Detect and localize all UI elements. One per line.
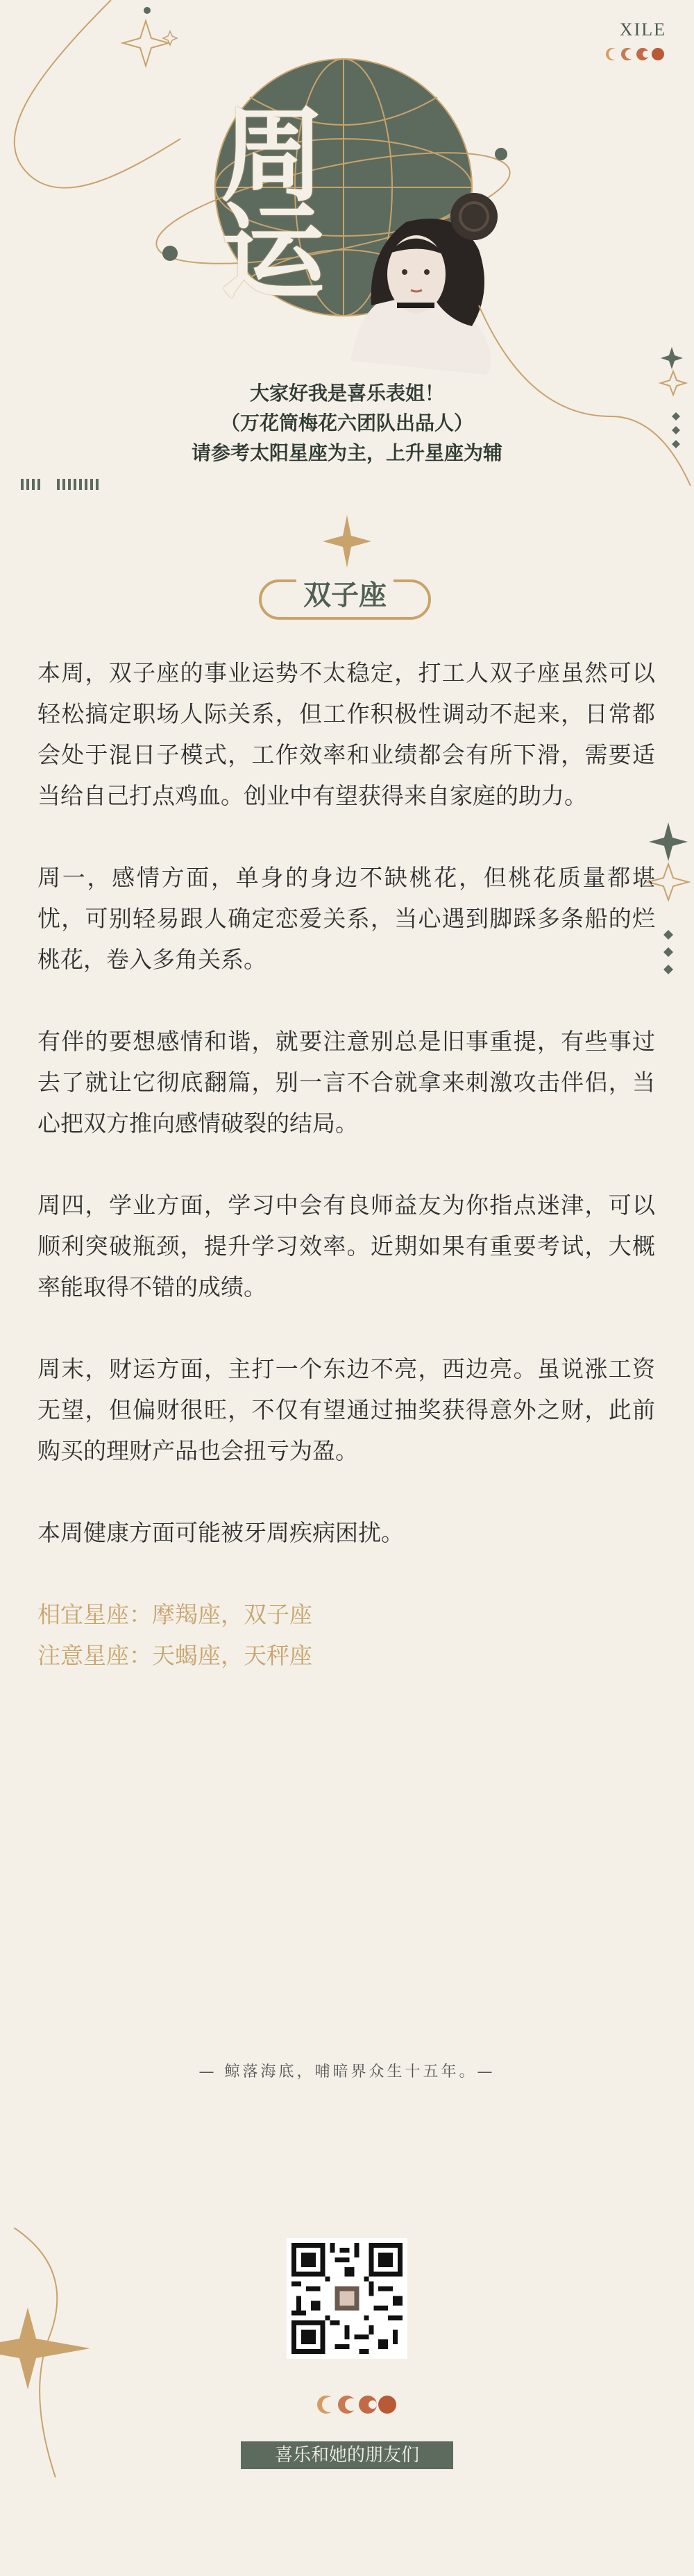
brand-name: XILE [619, 19, 666, 40]
caution-signs: 注意星座：天蝎座，天秤座 [37, 1642, 312, 1669]
intro-line: 大家好我是喜乐表姐！ [249, 382, 444, 405]
intro-line: 请参考太阳星座为主，上升星座为辅 [191, 441, 502, 464]
sign-title [259, 579, 431, 620]
sparkle-icon [0, 2228, 97, 2477]
footer-quote: — 鲸落海底，哺暗界众生十五年。— [198, 2063, 496, 2081]
qr-code[interactable] [287, 2238, 407, 2359]
paragraph: 周末，财运方面，主打一个东边不亮，西边亮。虽说涨工资无望，但偏财很旺，不仅有望通过抽奖获得意外之财，此前购买的理财产品也会扭亏为盈。 [37, 1355, 655, 1464]
paragraph: 周四，学业方面，学习中会有良师益友为你指点迷津，可以顺利突破瓶颈，提升学习效率。近期如果有重要考试，大概率能取得不错的成绩。 [37, 1192, 655, 1300]
paragraph: 本周，双子座的事业运势不太稳定，打工人双子座虽然可以轻松搞定职场人际关系，但工作积极性调动不起来，日常都会处于混日子模式，工作效率和业绩都会有所下滑，需要适当给自己打点鸡血。创业中有望获得来自家庭的助力。 [37, 659, 655, 809]
horoscope-content [37, 652, 655, 1676]
sign-name: 双子座 [296, 578, 393, 613]
compatible-signs: 相宜星座：摩羯座，双子座 [37, 1601, 312, 1628]
sparkle-icon [323, 515, 371, 568]
title-char-zhou: 周 [221, 96, 325, 217]
footer-label: 喜乐和她的朋友们 [241, 2441, 453, 2469]
decor-bars [21, 479, 104, 493]
paragraph: 有伴的要想感情和谐，就要注意别总是旧事重提，有些事过去了就让它彻底翻篇，别一言不合就拿来刺激攻击伴侣，当心把双方推向感情破裂的结局。 [37, 1028, 655, 1137]
title-char-yun: 运 [221, 193, 325, 314]
sparkle-icon [123, 21, 177, 66]
intro-line: （万花筒梅花六团队出品人） [220, 412, 473, 434]
paragraph: 周一，感情方面，单身的身边不缺桃花，但桃花质量都堪忧，可别轻易跟人确定恋爱关系，当心遇到脚踩多条船的烂桃花，卷入多角关系。 [37, 864, 655, 973]
paragraph: 本周健康方面可能被牙周疾病困扰。 [37, 1519, 404, 1546]
moon-phase-icon [315, 2393, 398, 2416]
intro-text [0, 378, 694, 468]
